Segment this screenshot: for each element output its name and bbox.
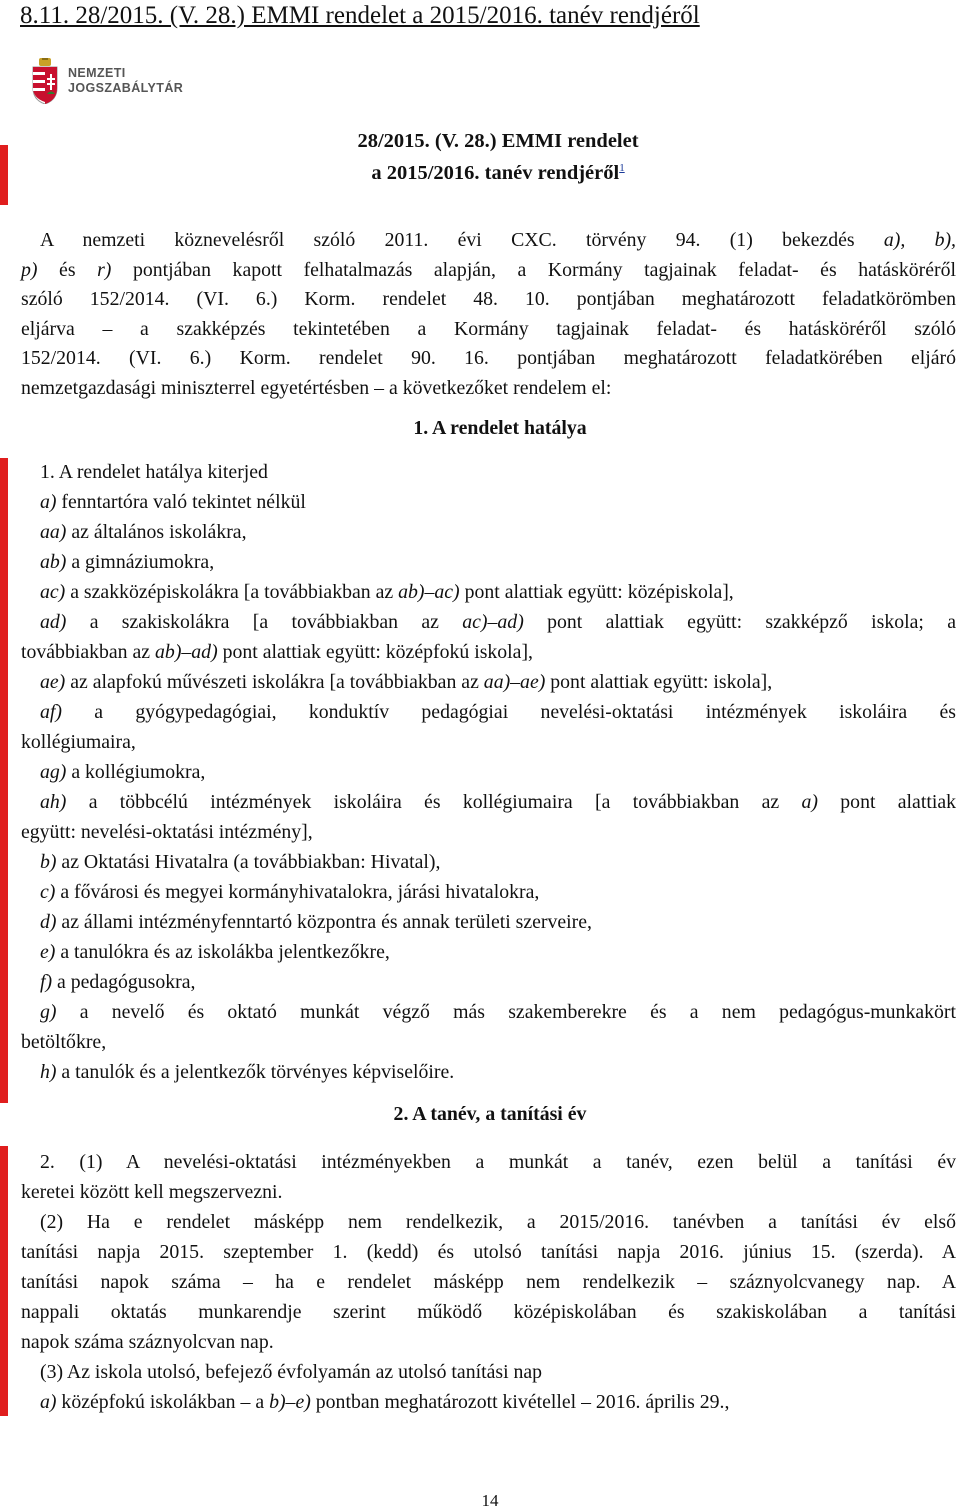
list-item: ah) a többcélú intézmények iskoláira és kollégiumaira [a továbbiakban az a) pont alattiak (40, 791, 956, 813)
change-marker (0, 1146, 8, 1416)
preamble-line: szóló 152/2014. (VI. 6.) Korm. rendelet 48. 10. pontjában meghatározott feladatkörömben (21, 288, 956, 310)
list-item: betöltőkre, (21, 1031, 107, 1053)
change-marker (0, 458, 8, 1103)
list-item: ae) az alapfokú művészeti iskolákra [a továbbiakban az aa)–ae) pont alattiak együtt: iskola], (40, 671, 773, 693)
section-paragraph: keretei között kell megszervezni. (21, 1181, 283, 1203)
preamble-line: A nemzeti köznevelésről szóló 2011. évi CXC. törvény 94. (1) bekezdés a), b), (40, 229, 956, 251)
list-item: kollégiumaira, (21, 731, 136, 753)
preamble-line: 152/2014. (VI. 6.) Korm. rendelet 90. 16. pontjában meghatározott feladatkörében eljáró (21, 347, 956, 369)
preamble-line: nemzetgazdasági miniszterrel egyetértésben – a következőket rendelem el: (21, 377, 612, 399)
section-paragraph: napok száma száznyolcvan nap. (21, 1331, 274, 1353)
logo-text-line1: NEMZETI (68, 66, 126, 80)
document-subtitle: a 2015/2016. tanév rendjéről$^1$ (371, 162, 625, 184)
change-marker (0, 145, 8, 205)
list-item: c) a fővárosi és megyei kormányhivatalokra, járási hivatalokra, (40, 881, 540, 903)
list-item: a) középfokú iskolákban – a b)–e) pontban meghatározott kivétellel – 2016. április 29., (40, 1391, 730, 1413)
footnote-link[interactable]: 1 (619, 162, 625, 175)
page-number: 14 (481, 1491, 499, 1510)
list-item: a) fenntartóra való tekintet nélkül (40, 491, 306, 513)
list-item: b) az Oktatási Hivatalra (a továbbiakban: Hivatal), (40, 851, 441, 873)
nemzeti-jogszabalytar-logo (30, 58, 190, 108)
coat-of-arms-icon (30, 58, 60, 104)
section-paragraph: tanítási napja 2015. szeptember 1. (kedd) és utolsó tanítási napja 2016. június 15. (szerda). A (21, 1241, 956, 1263)
list-item: d) az állami intézményfenntartó központra és annak területi szerveire, (40, 911, 592, 933)
list-item: ac) a szakközépiskolákra [a továbbiakban az ab)–ac) pont alattiak együtt: középiskola], (40, 581, 734, 603)
section-paragraph: tanítási napok száma – ha e rendelet másképp nem rendelkezik – száznyolcvanegy nap. A (21, 1271, 956, 1293)
section-paragraph: 1. A rendelet hatálya kiterjed (40, 461, 268, 483)
preamble-line: p) és r) pontjában kapott felhatalmazás alapján, a Kormány tagjainak feladat- és hatásköréről (21, 259, 956, 281)
section-paragraph: nappali oktatás munkarendje szerint működő középiskolában és szakiskolában a tanítási (21, 1301, 956, 1323)
list-item: f) a pedagógusokra, (40, 971, 196, 993)
list-item: ag) a kollégiumokra, (40, 761, 206, 783)
document-header: 8.11. 28/2015. (V. 28.) EMMI rendelet a 2015/2016. tanév rendjéről (20, 2, 700, 29)
list-item: ad) a szakiskolákra [a továbbiakban az ac)–ad) pont alattiak együtt: szakképző iskola; a (40, 611, 956, 633)
section-paragraph: (3) Az iskola utolsó, befejező évfolyamán az utolsó tanítási nap (40, 1361, 543, 1383)
logo-text-line2: JOGSZABÁLYTÁR (68, 81, 184, 95)
preamble-line: eljárva – a szakképzés tekintetében a Kormány tagjainak feladat- és hatásköréről szóló (21, 318, 956, 340)
list-item: továbbiakban az ab)–ad) pont alattiak együtt: középfokú iskola], (21, 641, 533, 663)
section-heading: 2. A tanév, a tanítási év (393, 1103, 587, 1125)
section-paragraph: 2. (1) A nevelési-oktatási intézményekben a munkát a tanév, ezen belül a tanítási év (40, 1151, 956, 1173)
list-item: g) a nevelő és oktató munkát végző más szakemberekre és a nem pedagógus-munkakört (40, 1001, 956, 1023)
list-item: h) a tanulók és a jelentkezők törvényes képviselőire. (40, 1061, 455, 1083)
document-title: 28/2015. (V. 28.) EMMI rendelet (357, 130, 639, 152)
list-item: együtt: nevelési-oktatási intézmény], (21, 821, 313, 843)
list-item: ab) a gimnáziumokra, (40, 551, 215, 573)
list-item: af) a gyógypedagógiai, konduktív pedagógiai nevelési-oktatási intézmények iskoláira és (40, 701, 956, 723)
section-heading: 1. A rendelet hatálya (413, 417, 587, 439)
list-item: aa) az általános iskolákra, (40, 521, 247, 543)
section-paragraph: (2) Ha e rendelet másképp nem rendelkezik, a 2015/2016. tanévben a tanítási év első (40, 1211, 956, 1233)
list-item: e) a tanulókra és az iskolákba jelentkezőkre, (40, 941, 390, 963)
